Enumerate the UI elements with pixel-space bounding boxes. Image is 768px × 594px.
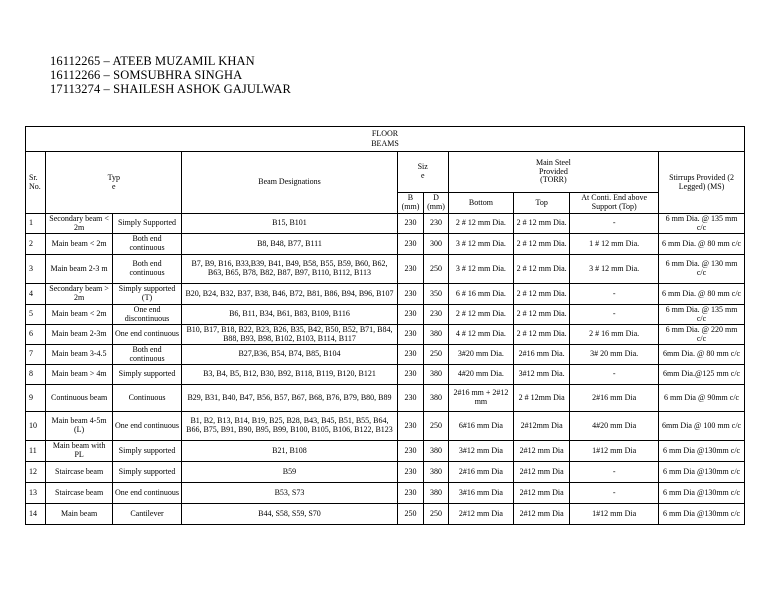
cell-support: Simply Supported bbox=[112, 214, 181, 234]
cell-d: 380 bbox=[424, 483, 449, 504]
table-row bbox=[26, 305, 745, 325]
cell-b: 230 bbox=[397, 284, 424, 305]
cell-top: 3#12 mm Dia. bbox=[514, 365, 570, 385]
cell-bottom: 4#20 mm Dia. bbox=[448, 365, 513, 385]
cell-stirrups: 6mm Dia @ 100 mm c/c bbox=[659, 412, 745, 441]
cell-top: 2 # 12 mm Dia. bbox=[514, 325, 570, 345]
cell-stirrups: 6 mm Dia @130mm c/c bbox=[659, 462, 745, 483]
cell-support: Cantilever bbox=[112, 504, 181, 525]
cell-bottom: 2 # 12 mm Dia. bbox=[448, 305, 513, 325]
cell-b: 250 bbox=[397, 504, 424, 525]
cell-bottom: 2#12 mm Dia bbox=[448, 504, 513, 525]
header-top: Top bbox=[514, 193, 570, 214]
cell-top: 2 # 12 mm Dia. bbox=[514, 234, 570, 255]
cell-support: Simply supported (T) bbox=[112, 284, 181, 305]
cell-d: 250 bbox=[424, 504, 449, 525]
cell-conti-end: - bbox=[570, 284, 659, 305]
cell-type: Main beam 2-3 m bbox=[46, 255, 112, 284]
cell-top: 2#12mm Dia bbox=[514, 412, 570, 441]
cell-beam-designations: B8, B48, B77, B111 bbox=[182, 234, 397, 255]
cell-bottom: 2#16 mm Dia bbox=[448, 462, 513, 483]
cell-stirrups: 6 mm Dia. @ 130 mm c/c bbox=[659, 255, 745, 284]
cell-sr-no: 13 bbox=[26, 483, 46, 504]
header-b: B (mm) bbox=[397, 193, 424, 214]
cell-type: Secondary beam < 2m bbox=[46, 214, 112, 234]
cell-support: Both end continuous bbox=[112, 234, 181, 255]
cell-conti-end: 1 # 12 mm Dia. bbox=[570, 234, 659, 255]
cell-conti-end: - bbox=[570, 365, 659, 385]
cell-sr-no: 8 bbox=[26, 365, 46, 385]
cell-d: 380 bbox=[424, 325, 449, 345]
cell-beam-designations: B1, B2, B13, B14, B19, B25, B28, B43, B45, B51, B55, B64, B66, B75, B91, B90, B95, B99, B100, B105, B106, B122, B123 bbox=[182, 412, 397, 441]
floor-beams-table bbox=[25, 126, 745, 525]
cell-beam-designations: B7, B9, B16, B33,B39, B41, B49, B58, B55, B59, B60, B62, B63, B65, B78, B82, B87, B97, B110, B112, B113 bbox=[182, 255, 397, 284]
cell-sr-no: 9 bbox=[26, 385, 46, 412]
header-type bbox=[46, 152, 182, 214]
cell-bottom: 3 # 12 mm Dia. bbox=[448, 234, 513, 255]
cell-stirrups: 6 mm Dia. @ 135 mm c/c bbox=[659, 214, 745, 234]
cell-type: Staircase beam bbox=[46, 483, 112, 504]
cell-d: 380 bbox=[424, 385, 449, 412]
cell-conti-end: 2#16 mm Dia bbox=[570, 385, 659, 412]
cell-sr-no: 5 bbox=[26, 305, 46, 325]
cell-top: 2 # 12 mm Dia. bbox=[514, 305, 570, 325]
cell-conti-end: - bbox=[570, 483, 659, 504]
cell-bottom: 2 # 12 mm Dia. bbox=[448, 214, 513, 234]
cell-stirrups: 6 mm Dia. @ 220 mm c/c bbox=[659, 325, 745, 345]
cell-support: Simply supported bbox=[112, 462, 181, 483]
cell-top: 2#12 mm Dia bbox=[514, 462, 570, 483]
cell-beam-designations: B10, B17, B18, B22, B23, B26, B35, B42, B50, B52, B71, B84, B88, B93, B98, B102, B103, B114, B117 bbox=[182, 325, 397, 345]
table-title bbox=[26, 127, 745, 152]
cell-stirrups: 6 mm Dia. @ 80 mm c/c bbox=[659, 234, 745, 255]
cell-beam-designations: B20, B24, B32, B37, B38, B46, B72, B81, B86, B94, B96, B107 bbox=[182, 284, 397, 305]
cell-beam-designations: B15, B101 bbox=[182, 214, 397, 234]
cell-stirrups: 6mm Dia.@125 mm c/c bbox=[659, 365, 745, 385]
cell-bottom: 3#16 mm Dia bbox=[448, 483, 513, 504]
cell-bottom: 3 # 12 mm Dia. bbox=[448, 255, 513, 284]
cell-top: 2#12 mm Dia bbox=[514, 483, 570, 504]
cell-type: Staircase beam bbox=[46, 462, 112, 483]
cell-conti-end: 4#20 mm Dia bbox=[570, 412, 659, 441]
cell-d: 380 bbox=[424, 365, 449, 385]
cell-beam-designations: B53, S73 bbox=[182, 483, 397, 504]
header-size-line: Siz bbox=[417, 162, 428, 172]
table-title-line: FLOOR bbox=[371, 129, 399, 138]
header-size bbox=[397, 152, 448, 193]
header-main-steel-text: Main Steel Provided (TORR) bbox=[535, 158, 571, 185]
cell-conti-end: - bbox=[570, 305, 659, 325]
cell-support: One end continuous bbox=[112, 325, 181, 345]
cell-d: 380 bbox=[424, 462, 449, 483]
cell-d: 230 bbox=[424, 305, 449, 325]
cell-type: Main beam 2-3m bbox=[46, 325, 112, 345]
cell-type: Main beam 4-5m (L) bbox=[46, 412, 112, 441]
cell-conti-end: 3# 20 mm Dia. bbox=[570, 345, 659, 365]
table-row bbox=[26, 483, 745, 504]
cell-top: 2 # 12 mm Dia. bbox=[514, 214, 570, 234]
cell-bottom: 3#12 mm Dia bbox=[448, 441, 513, 462]
cell-b: 230 bbox=[397, 462, 424, 483]
table-row bbox=[26, 345, 745, 365]
cell-stirrups: 6 mm Dia. @ 135 mm c/c bbox=[659, 305, 745, 325]
cell-conti-end: 1#12 mm Dia bbox=[570, 441, 659, 462]
cell-sr-no: 7 bbox=[26, 345, 46, 365]
cell-beam-designations: B59 bbox=[182, 462, 397, 483]
cell-stirrups: 6 mm Dia. @ 80 mm c/c bbox=[659, 284, 745, 305]
cell-bottom: 6 # 16 mm Dia. bbox=[448, 284, 513, 305]
student-name: 16112266 – SOMSUBHRA SINGHA bbox=[50, 68, 243, 82]
cell-sr-no: 10 bbox=[26, 412, 46, 441]
cell-top: 2 # 12 mm Dia. bbox=[514, 284, 570, 305]
cell-top: 2#12 mm Dia bbox=[514, 504, 570, 525]
cell-d: 380 bbox=[424, 441, 449, 462]
cell-sr-no: 12 bbox=[26, 462, 46, 483]
table-row bbox=[26, 385, 745, 412]
cell-type: Main beam < 2m bbox=[46, 234, 112, 255]
cell-b: 230 bbox=[397, 305, 424, 325]
cell-support: One end continuous bbox=[112, 483, 181, 504]
cell-b: 230 bbox=[397, 412, 424, 441]
table-title-line: BEAMS bbox=[371, 139, 399, 148]
cell-conti-end: - bbox=[570, 214, 659, 234]
student-list bbox=[50, 54, 291, 96]
cell-support: Continuous bbox=[112, 385, 181, 412]
table-row bbox=[26, 462, 745, 483]
cell-conti-end: 1#12 mm Dia bbox=[570, 504, 659, 525]
student-name: 16112265 – ATEEB MUZAMIL KHAN bbox=[50, 54, 255, 68]
cell-beam-designations: B6, B11, B34, B61, B83, B109, B116 bbox=[182, 305, 397, 325]
cell-conti-end: - bbox=[570, 462, 659, 483]
header-beam-designations: Beam Designations bbox=[182, 152, 397, 214]
cell-sr-no: 3 bbox=[26, 255, 46, 284]
table-row bbox=[26, 214, 745, 234]
cell-sr-no: 4 bbox=[26, 284, 46, 305]
table-row bbox=[26, 234, 745, 255]
cell-support: One end continuous bbox=[112, 412, 181, 441]
cell-stirrups: 6 mm Dia @ 90mm c/c bbox=[659, 385, 745, 412]
table-row bbox=[26, 504, 745, 525]
cell-b: 230 bbox=[397, 234, 424, 255]
cell-conti-end: 3 # 12 mm Dia. bbox=[570, 255, 659, 284]
cell-top: 2 # 12 mm Dia. bbox=[514, 255, 570, 284]
cell-stirrups: 6 mm Dia @130mm c/c bbox=[659, 504, 745, 525]
cell-top: 2#12 mm Dia bbox=[514, 441, 570, 462]
cell-support: Simply supported bbox=[112, 441, 181, 462]
cell-stirrups: 6 mm Dia @130mm c/c bbox=[659, 483, 745, 504]
cell-sr-no: 2 bbox=[26, 234, 46, 255]
cell-beam-designations: B27,B36, B54, B74, B85, B104 bbox=[182, 345, 397, 365]
header-bottom: Bottom bbox=[448, 193, 513, 214]
cell-bottom: 4 # 12 mm Dia. bbox=[448, 325, 513, 345]
cell-b: 230 bbox=[397, 325, 424, 345]
cell-beam-designations: B3, B4, B5, B12, B30, B92, B118, B119, B120, B121 bbox=[182, 365, 397, 385]
cell-beam-designations: B29, B31, B40, B47, B56, B57, B67, B68, B76, B79, B80, B89 bbox=[182, 385, 397, 412]
table-row bbox=[26, 412, 745, 441]
cell-type: Continuous beam bbox=[46, 385, 112, 412]
cell-b: 230 bbox=[397, 441, 424, 462]
cell-d: 250 bbox=[424, 345, 449, 365]
cell-bottom: 6#16 mm Dia bbox=[448, 412, 513, 441]
cell-b: 230 bbox=[397, 365, 424, 385]
cell-sr-no: 1 bbox=[26, 214, 46, 234]
cell-stirrups: 6mm Dia. @ 80 mm c/c bbox=[659, 345, 745, 365]
cell-b: 230 bbox=[397, 483, 424, 504]
cell-stirrups: 6 mm Dia @130mm c/c bbox=[659, 441, 745, 462]
cell-conti-end: 2 # 16 mm Dia. bbox=[570, 325, 659, 345]
table-row bbox=[26, 325, 745, 345]
header-main-steel bbox=[448, 152, 658, 193]
table-row bbox=[26, 365, 745, 385]
cell-type: Main beam bbox=[46, 504, 112, 525]
cell-sr-no: 6 bbox=[26, 325, 46, 345]
cell-bottom: 3#20 mm Dia. bbox=[448, 345, 513, 365]
cell-beam-designations: B44, S58, S59, S70 bbox=[182, 504, 397, 525]
table-row bbox=[26, 441, 745, 462]
cell-top: 2 # 12mm Dia bbox=[514, 385, 570, 412]
cell-support: Simply supported bbox=[112, 365, 181, 385]
header-conti-end: At Conti. End above Support (Top) bbox=[570, 193, 659, 214]
header-type-line: e bbox=[112, 181, 116, 191]
cell-d: 230 bbox=[424, 214, 449, 234]
cell-d: 350 bbox=[424, 284, 449, 305]
cell-d: 300 bbox=[424, 234, 449, 255]
student-name: 17113274 – SHAILESH ASHOK GAJULWAR bbox=[50, 82, 291, 96]
cell-sr-no: 11 bbox=[26, 441, 46, 462]
table-row bbox=[26, 255, 745, 284]
header-stirrups: Stirrups Provided (2 Legged) (MS) bbox=[659, 152, 745, 214]
cell-support: One end discontinuous bbox=[112, 305, 181, 325]
cell-b: 230 bbox=[397, 385, 424, 412]
cell-type: Main beam < 2m bbox=[46, 305, 112, 325]
cell-type: Main beam > 4m bbox=[46, 365, 112, 385]
cell-type: Main beam 3-4.5 bbox=[46, 345, 112, 365]
cell-d: 250 bbox=[424, 412, 449, 441]
cell-b: 230 bbox=[397, 255, 424, 284]
table-row bbox=[26, 284, 745, 305]
cell-support: Both end continuous bbox=[112, 255, 181, 284]
cell-top: 2#16 mm Dia. bbox=[514, 345, 570, 365]
cell-type: Secondary beam > 2m bbox=[46, 284, 112, 305]
header-type-line: Typ bbox=[107, 172, 120, 182]
header-size-line: e bbox=[420, 171, 425, 180]
cell-d: 250 bbox=[424, 255, 449, 284]
cell-beam-designations: B21, B108 bbox=[182, 441, 397, 462]
cell-support: Both end continuous bbox=[112, 345, 181, 365]
cell-b: 230 bbox=[397, 214, 424, 234]
cell-sr-no: 14 bbox=[26, 504, 46, 525]
cell-type: Main beam with PL bbox=[46, 441, 112, 462]
cell-b: 230 bbox=[397, 345, 424, 365]
header-sr-no: Sr. No. bbox=[26, 152, 46, 214]
header-d: D (mm) bbox=[424, 193, 449, 214]
cell-bottom: 2#16 mm + 2#12 mm bbox=[448, 385, 513, 412]
